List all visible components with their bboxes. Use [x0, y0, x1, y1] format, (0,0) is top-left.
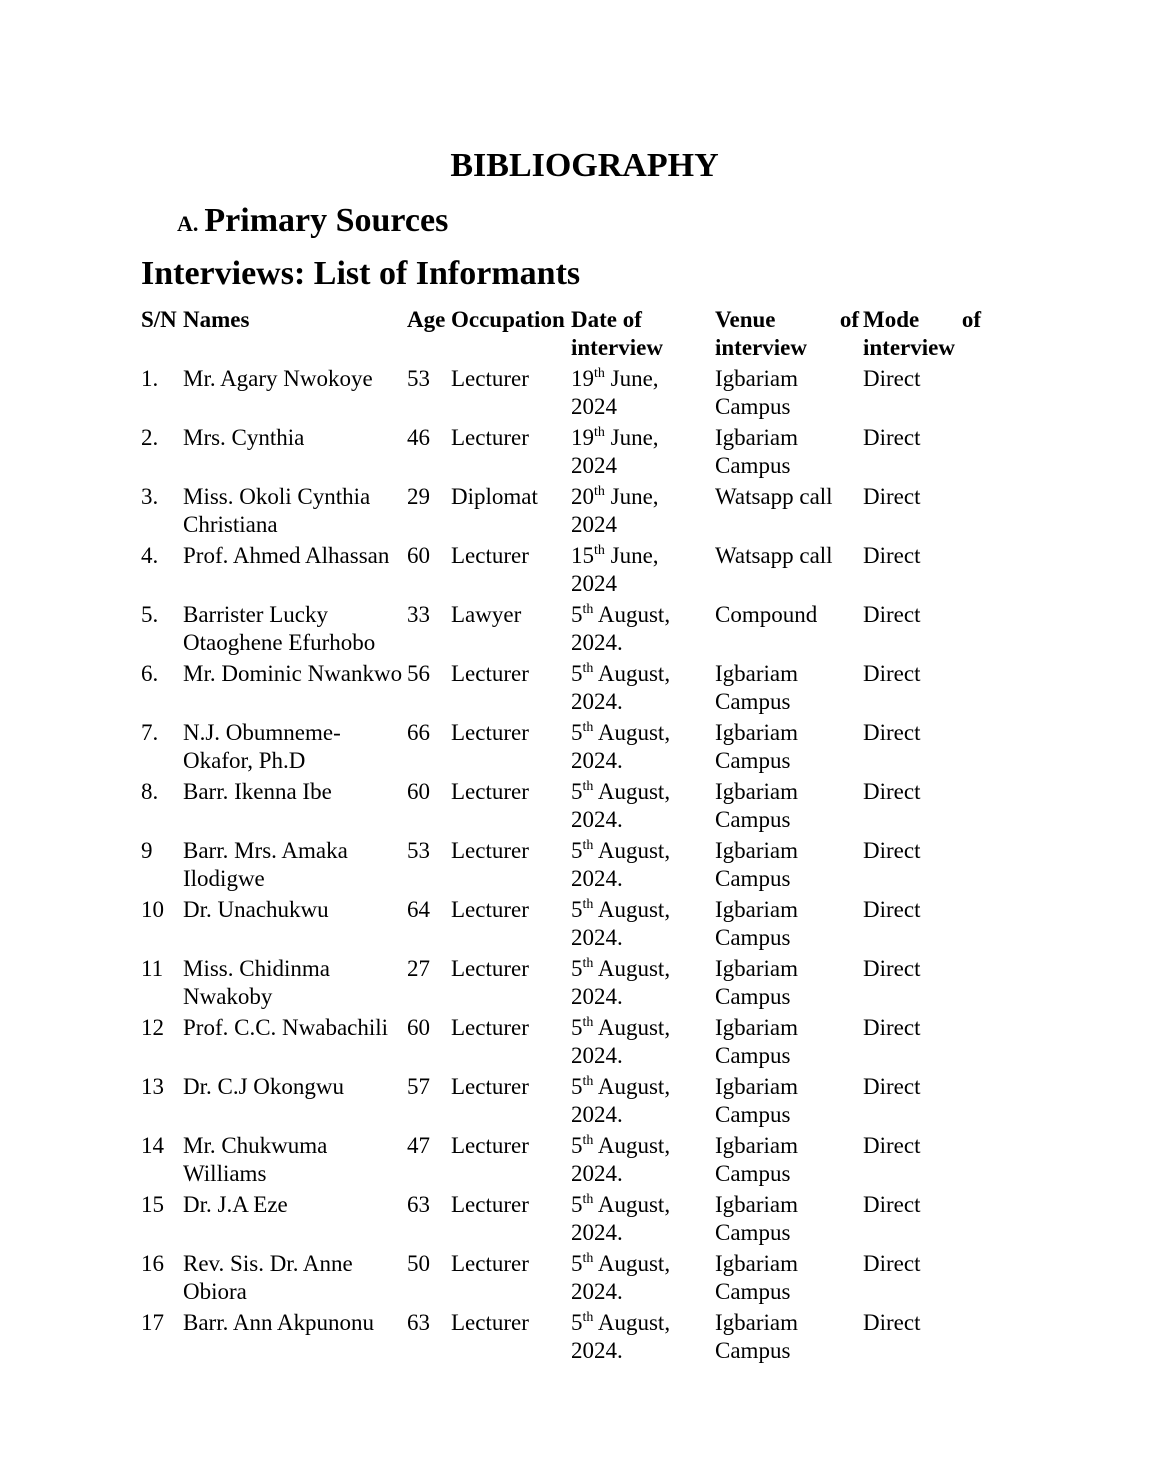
page-title: BIBLIOGRAPHY: [450, 147, 719, 184]
row-date-suffix: th: [582, 838, 594, 853]
row-date-day: 20: [571, 484, 594, 509]
table-row: [139, 601, 983, 660]
row-mode: Direct: [863, 543, 921, 568]
row-venue: Watsapp call: [715, 484, 833, 509]
table-row: [139, 837, 983, 896]
table-row: [139, 1191, 983, 1250]
row-occupation: Lecturer: [451, 661, 529, 686]
row-venue: Igbariam Campus: [715, 1192, 799, 1245]
row-mode: Direct: [863, 661, 921, 686]
header-occupation: Occupation: [451, 307, 565, 332]
row-mode: Direct: [863, 1251, 921, 1276]
row-date-day: 5: [571, 838, 583, 863]
row-date-day: 5: [571, 1192, 583, 1217]
row-mode: Direct: [863, 1074, 921, 1099]
row-date-day: 5: [571, 1074, 583, 1099]
header-date: [569, 306, 713, 365]
row-date-suffix: th: [582, 1015, 594, 1030]
row-sn: 8.: [141, 779, 159, 804]
row-name: Mr. Dominic Nwankwo: [183, 661, 403, 686]
table-row: [139, 542, 983, 601]
row-name: Miss. Okoli Cynthia Christiana: [183, 484, 371, 537]
row-age: 66: [407, 720, 430, 745]
subheading: Interviews: List of Informants: [141, 255, 581, 292]
row-venue: Watsapp call: [715, 543, 833, 568]
row-date: [569, 365, 713, 424]
row-sn: 17: [141, 1310, 164, 1335]
row-date-month: August,: [593, 720, 671, 745]
row-date-day: 5: [571, 1015, 583, 1040]
row-date: [569, 1250, 713, 1309]
row-venue: Igbariam Campus: [715, 720, 799, 773]
table-row: [139, 1132, 983, 1191]
row-mode: Direct: [863, 779, 921, 804]
row-venue: Compound: [715, 602, 818, 627]
header-venue-word1: Venue: [715, 307, 776, 332]
informants-table: [139, 306, 983, 1368]
row-date: [569, 896, 713, 955]
row-sn: 4.: [141, 543, 159, 568]
row-date-month: June,: [604, 543, 659, 568]
table-row: [139, 424, 983, 483]
row-date-month: August,: [593, 1074, 671, 1099]
row-date-suffix: th: [582, 897, 594, 912]
row-age: 53: [407, 838, 430, 863]
row-date-month: August,: [593, 661, 671, 686]
row-name: Miss. Chidinma Nwakoby: [183, 956, 330, 1009]
row-date: [569, 1073, 713, 1132]
row-date-suffix: th: [582, 1074, 594, 1089]
row-date-month: August,: [593, 897, 671, 922]
row-mode: Direct: [863, 425, 921, 450]
row-name: Mr. Agary Nwokoye: [183, 366, 373, 391]
row-sn: 12: [141, 1015, 164, 1040]
row-name: Prof. C.C. Nwabachili: [183, 1015, 389, 1040]
row-mode: Direct: [863, 1133, 921, 1158]
header-mode: [861, 306, 983, 365]
header-venue: [713, 306, 861, 365]
row-occupation: Lecturer: [451, 720, 529, 745]
row-mode: Direct: [863, 484, 921, 509]
row-sn: 11: [141, 956, 164, 981]
row-mode: Direct: [863, 956, 921, 981]
row-date-year: 2024.: [571, 865, 623, 891]
row-date-year: 2024.: [571, 1042, 623, 1068]
row-date-suffix: th: [582, 661, 594, 676]
row-date: [569, 483, 713, 542]
row-name: Dr. Unachukwu: [183, 897, 329, 922]
row-date-month: August,: [593, 1310, 671, 1335]
table-row: [139, 483, 983, 542]
row-sn: 3.: [141, 484, 159, 509]
row-date-year: 2024: [571, 511, 617, 537]
table-row: [139, 955, 983, 1014]
table-row: [139, 896, 983, 955]
header-mode-line2: interview: [863, 334, 955, 360]
section-marker: A.: [177, 211, 199, 236]
row-venue: Igbariam Campus: [715, 366, 799, 419]
row-sn: 2.: [141, 425, 159, 450]
section-heading: [177, 199, 448, 246]
table-row: [139, 1250, 983, 1309]
table-row: [139, 719, 983, 778]
row-sn: 15: [141, 1192, 164, 1217]
row-date-day: 19: [571, 366, 594, 391]
row-date: [569, 1191, 713, 1250]
row-occupation: Lecturer: [451, 956, 529, 981]
row-date-suffix: th: [594, 366, 605, 381]
row-date-suffix: th: [594, 425, 605, 440]
row-date-suffix: th: [582, 1251, 594, 1266]
row-date-year: 2024.: [571, 1337, 623, 1363]
table-row: [139, 365, 983, 424]
row-date-day: 15: [571, 543, 594, 568]
row-occupation: Lecturer: [451, 1074, 529, 1099]
row-date-day: 5: [571, 661, 583, 686]
row-date-month: August,: [593, 1251, 671, 1276]
row-venue: Igbariam Campus: [715, 897, 799, 950]
row-name: Barrister Lucky Otaoghene Efurhobo: [183, 602, 376, 655]
row-date-suffix: th: [582, 602, 594, 617]
row-venue: Igbariam Campus: [715, 956, 799, 1009]
row-sn: 13: [141, 1074, 164, 1099]
row-date-day: 5: [571, 956, 583, 981]
row-name: N.J. Obumneme-Okafor, Ph.D: [183, 720, 341, 773]
row-occupation: Lecturer: [451, 1192, 529, 1217]
header-venue-word2: of: [839, 307, 859, 332]
row-venue: Igbariam Campus: [715, 425, 799, 478]
row-mode: Direct: [863, 1310, 921, 1335]
row-sn: 16: [141, 1251, 164, 1276]
row-age: 63: [407, 1192, 430, 1217]
row-occupation: Lecturer: [451, 838, 529, 863]
row-mode: Direct: [863, 897, 921, 922]
row-date-day: 5: [571, 1251, 583, 1276]
header-date-line2: interview: [571, 334, 663, 360]
row-date: [569, 424, 713, 483]
header-venue-line2: interview: [715, 334, 807, 360]
row-mode: Direct: [863, 1015, 921, 1040]
row-age: 56: [407, 661, 430, 686]
row-date: [569, 1132, 713, 1191]
row-date-year: 2024: [571, 393, 617, 419]
row-date-year: 2024.: [571, 983, 623, 1009]
row-date-day: 5: [571, 602, 583, 627]
row-sn: 10: [141, 897, 164, 922]
row-date: [569, 601, 713, 660]
row-age: 57: [407, 1074, 430, 1099]
table-body: [139, 365, 983, 1368]
row-date-year: 2024.: [571, 629, 623, 655]
row-occupation: Diplomat: [451, 484, 538, 509]
row-date: [569, 837, 713, 896]
row-date-suffix: th: [582, 1192, 594, 1207]
row-occupation: Lecturer: [451, 897, 529, 922]
row-date-month: August,: [593, 1133, 671, 1158]
row-date-day: 19: [571, 425, 594, 450]
row-sn: 1.: [141, 366, 159, 391]
row-age: 60: [407, 1015, 430, 1040]
row-name: Dr. J.A Eze: [183, 1192, 288, 1217]
row-age: 27: [407, 956, 430, 981]
row-date-month: August,: [593, 956, 671, 981]
row-date-year: 2024.: [571, 747, 623, 773]
row-venue: Igbariam Campus: [715, 1074, 799, 1127]
row-date: [569, 1014, 713, 1073]
row-date-month: August,: [593, 1192, 671, 1217]
row-date-suffix: th: [594, 484, 605, 499]
row-date-day: 5: [571, 720, 583, 745]
row-date-year: 2024.: [571, 688, 623, 714]
row-mode: Direct: [863, 366, 921, 391]
row-age: 46: [407, 425, 430, 450]
row-date-suffix: th: [582, 779, 594, 794]
row-sn: 9: [141, 838, 153, 863]
row-date-suffix: th: [582, 1133, 594, 1148]
row-occupation: Lecturer: [451, 366, 529, 391]
row-date-year: 2024.: [571, 924, 623, 950]
header-age: Age: [407, 307, 446, 332]
row-sn: 6.: [141, 661, 159, 686]
row-occupation: Lawyer: [451, 602, 522, 627]
row-date-month: June,: [604, 425, 659, 450]
header-mode-word2: of: [961, 307, 981, 332]
row-date-month: August,: [593, 1015, 671, 1040]
row-age: 60: [407, 543, 430, 568]
row-date-year: 2024: [571, 452, 617, 478]
row-mode: Direct: [863, 1192, 921, 1217]
table-row: [139, 1073, 983, 1132]
row-name: Barr. Ann Akpunonu: [183, 1310, 375, 1335]
header-names: Names: [183, 307, 250, 332]
row-date-suffix: th: [582, 956, 594, 971]
row-venue: Igbariam Campus: [715, 661, 799, 714]
row-mode: Direct: [863, 720, 921, 745]
row-sn: 5.: [141, 602, 159, 627]
row-name: Barr. Mrs. Amaka Ilodigwe: [183, 838, 348, 891]
row-date-year: 2024.: [571, 1278, 623, 1304]
row-date-year: 2024.: [571, 1101, 623, 1127]
row-venue: Igbariam Campus: [715, 838, 799, 891]
table-row: [139, 1014, 983, 1073]
row-date: [569, 542, 713, 601]
row-date-month: August,: [593, 602, 671, 627]
row-date: [569, 955, 713, 1014]
row-age: 53: [407, 366, 430, 391]
row-venue: Igbariam Campus: [715, 1133, 799, 1186]
row-date: [569, 778, 713, 837]
row-occupation: Lecturer: [451, 1310, 529, 1335]
row-venue: Igbariam Campus: [715, 779, 799, 832]
row-name: Prof. Ahmed Alhassan: [183, 543, 390, 568]
section-title: Primary Sources: [204, 202, 449, 239]
row-occupation: Lecturer: [451, 425, 529, 450]
row-occupation: Lecturer: [451, 1133, 529, 1158]
row-mode: Direct: [863, 838, 921, 863]
row-date-suffix: th: [582, 720, 594, 735]
table-row: [139, 1309, 983, 1368]
row-age: 33: [407, 602, 430, 627]
row-date-month: June,: [604, 366, 659, 391]
row-age: 64: [407, 897, 430, 922]
row-occupation: Lecturer: [451, 1015, 529, 1040]
row-name: Dr. C.J Okongwu: [183, 1074, 345, 1099]
row-sn: 7.: [141, 720, 159, 745]
row-occupation: Lecturer: [451, 779, 529, 804]
row-date: [569, 719, 713, 778]
row-name: Barr. Ikenna Ibe: [183, 779, 332, 804]
row-date-month: August,: [593, 779, 671, 804]
row-date-year: 2024: [571, 570, 617, 596]
row-name: Mr. Chukwuma Williams: [183, 1133, 328, 1186]
row-age: 63: [407, 1310, 430, 1335]
row-age: 29: [407, 484, 430, 509]
table-header-row: [139, 306, 983, 365]
row-name: Mrs. Cynthia: [183, 425, 305, 450]
row-venue: Igbariam Campus: [715, 1251, 799, 1304]
header-sn: S/N: [141, 307, 177, 332]
row-date-year: 2024.: [571, 1160, 623, 1186]
row-date: [569, 660, 713, 719]
header-mode-word1: Mode: [863, 307, 920, 332]
row-date-month: June,: [604, 484, 659, 509]
row-date-day: 5: [571, 779, 583, 804]
row-occupation: Lecturer: [451, 543, 529, 568]
row-venue: Igbariam Campus: [715, 1015, 799, 1068]
table-row: [139, 660, 983, 719]
row-date-year: 2024.: [571, 806, 623, 832]
row-date-suffix: th: [582, 1310, 594, 1325]
row-date-day: 5: [571, 1310, 583, 1335]
row-sn: 14: [141, 1133, 164, 1158]
table-row: [139, 778, 983, 837]
row-age: 47: [407, 1133, 430, 1158]
row-date: [569, 1309, 713, 1368]
row-date-day: 5: [571, 1133, 583, 1158]
row-date-year: 2024.: [571, 1219, 623, 1245]
row-age: 60: [407, 779, 430, 804]
row-name: Rev. Sis. Dr. Anne Obiora: [183, 1251, 353, 1304]
row-date-suffix: th: [594, 543, 605, 558]
row-date-month: August,: [593, 838, 671, 863]
header-date-line1: Date of: [571, 307, 642, 332]
row-age: 50: [407, 1251, 430, 1276]
row-venue: Igbariam Campus: [715, 1310, 799, 1363]
row-date-day: 5: [571, 897, 583, 922]
row-mode: Direct: [863, 602, 921, 627]
row-occupation: Lecturer: [451, 1251, 529, 1276]
